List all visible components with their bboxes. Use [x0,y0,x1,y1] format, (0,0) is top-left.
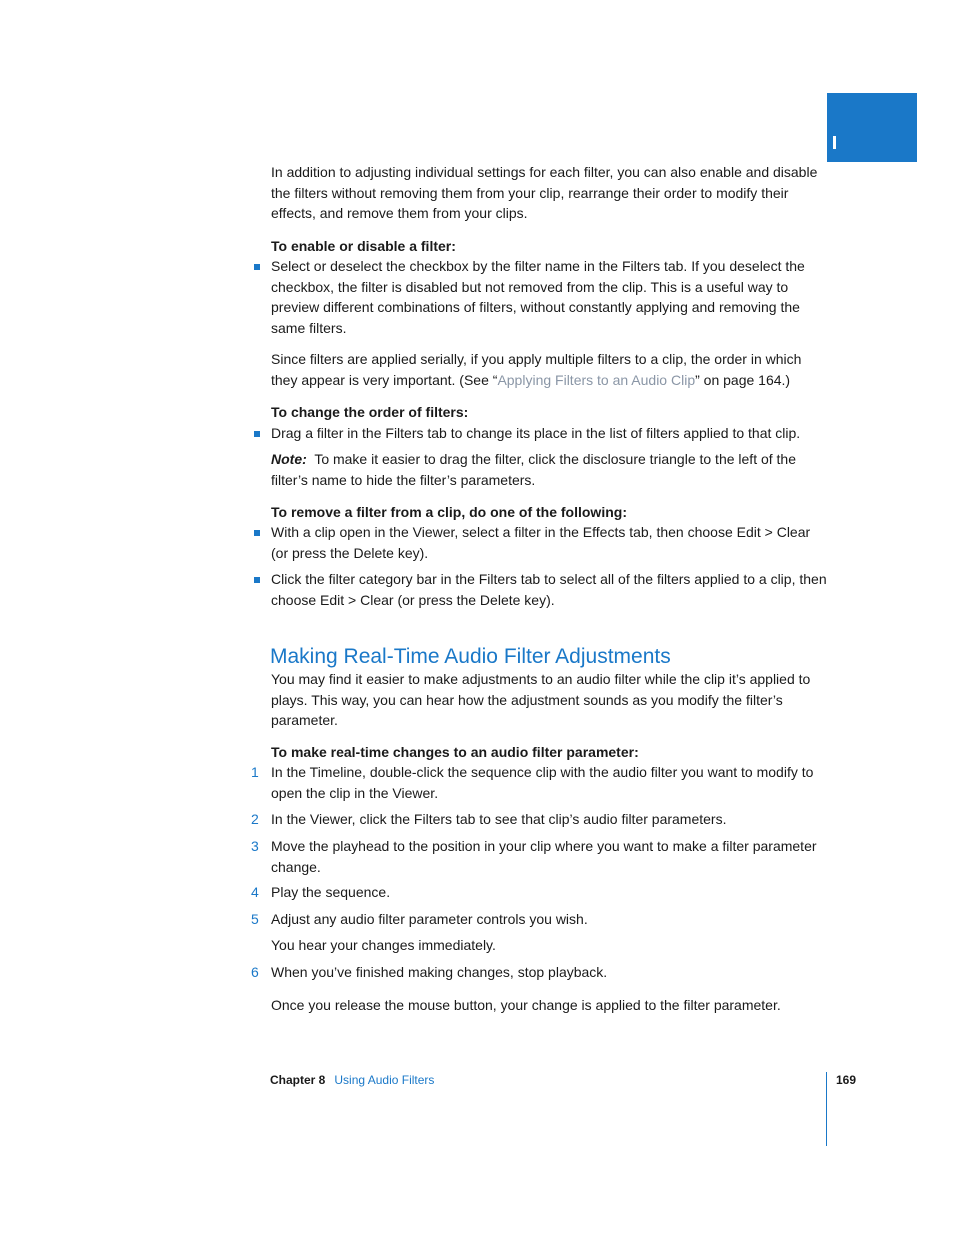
applying-filters-link[interactable]: Applying Filters to an Audio Clip [497,371,696,388]
serial-paragraph [271,349,831,390]
realtime-heading: To make real-time changes to an audio filter parameter: [271,744,639,760]
enable-heading: To enable or disable a filter: [271,238,456,254]
page-number: 169 [836,1073,857,1087]
step-text: In the Viewer, click the Filters tab to see that clip’s audio filter parameters. [271,811,727,827]
step-number: 4 [251,884,259,900]
closing-paragraph: Once you release the mouse button, your change is applied to the filter parameter. [271,997,781,1013]
order-heading: To change the order of filters: [271,404,469,420]
intro-paragraph: In addition to adjusting individual settings for each filter, you can also enable and disable the filters without removing them from your clip, rearrange their order to modify their effects, and remove them from your clips. [271,164,818,221]
step-number: 6 [251,964,259,980]
footer-chapter-title[interactable]: Using Audio Filters [334,1073,435,1087]
chapter-tab-mark [833,136,836,149]
section-intro: You may find it easier to make adjustments to an audio filter while the clip it’s applied to plays. This way, you can hear how the adjustment sounds as you modify the filter’s parameter. [271,671,811,728]
step-number: 1 [251,764,259,780]
step-number: 2 [251,811,259,827]
bullet-icon [254,577,260,583]
note-label: Note: [271,451,307,467]
section-title: Making Real-Time Audio Filter Adjustments [270,645,671,668]
serial-text-before: Since filters are applied serially, if you apply multiple filters to a clip, the order in which they appear is very important. (See “ [271,351,802,388]
step-number: 5 [251,911,259,927]
bullet-icon [254,264,260,270]
remove-heading: To remove a filter from a clip, do one of the following: [271,504,627,520]
step-result: You hear your changes immediately. [271,937,496,953]
step-text: In the Timeline, double-click the sequence clip with the audio filter you want to modify to open the clip in the Viewer. [271,764,814,801]
order-bullet-text: Drag a filter in the Filters tab to change its place in the list of filters applied to that clip. [271,425,801,441]
step-number: 3 [251,838,259,854]
bullet-icon [254,530,260,536]
footer-chapter-label: Chapter 8 [270,1073,326,1087]
step-text: When you’ve finished making changes, stop playback. [271,964,608,980]
bullet-icon [254,431,260,437]
remove-bullet-text: With a clip open in the Viewer, select a filter in the Effects tab, then choose Edit > Clear (or press the Delete key). [271,524,811,561]
note-text: To make it easier to drag the filter, click the disclosure triangle to the left of the filter’s name to hide the filter’s parameters. [271,451,796,488]
enable-bullet-text: Select or deselect the checkbox by the filter name in the Filters tab. If you deselect the checkbox, the filter is disabled but not removed from the clip. This is a useful way to preview different combinations of filters, without constantly applying and removing the same filters. [271,258,805,336]
remove-bullet-text: Click the filter category bar in the Filters tab to select all of the filters applied to a clip, then choose Edit > Clear (or press the Delete key). [271,571,827,608]
footer-chapter [270,1072,434,1088]
footer-rule [826,1072,827,1146]
order-note [271,449,831,490]
chapter-tab [827,93,917,162]
serial-text-after: ” on page 164.) [695,371,791,388]
step-text: Play the sequence. [271,884,391,900]
step-text: Move the playhead to the position in your clip where you want to make a filter parameter change. [271,838,817,875]
step-text: Adjust any audio filter parameter controls you wish. [271,911,588,927]
